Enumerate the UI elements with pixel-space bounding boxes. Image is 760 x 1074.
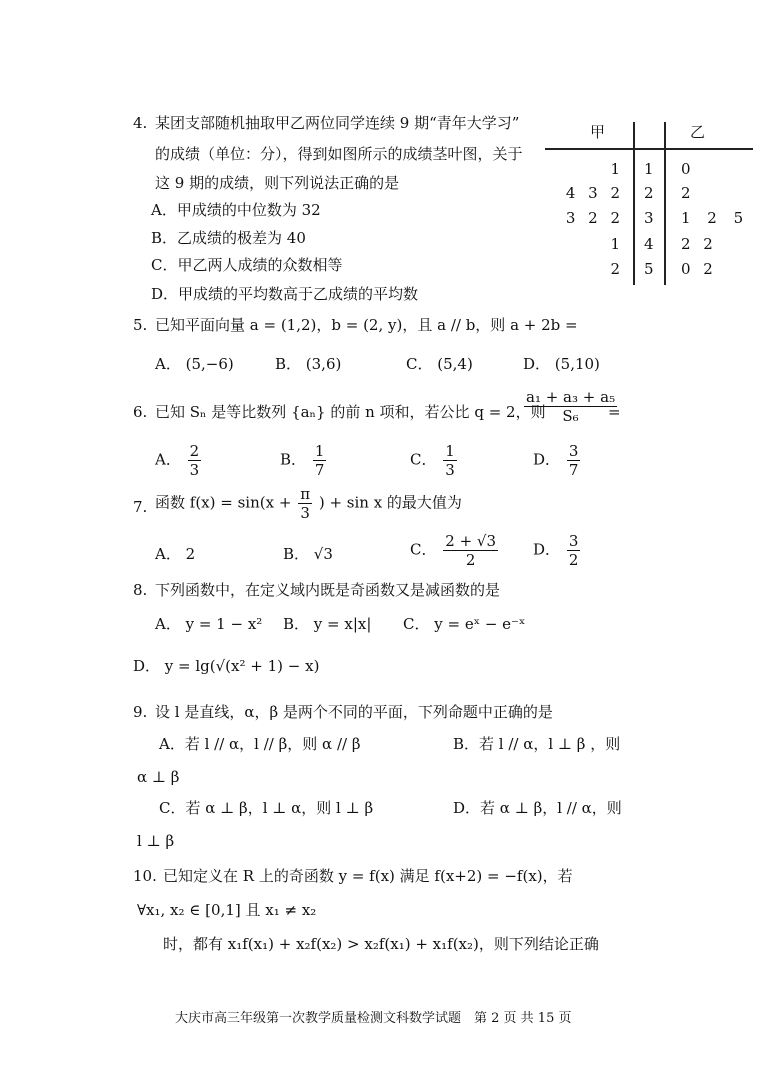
q9-number: 9. <box>133 703 148 721</box>
right-leaves-row1: 0 <box>681 160 691 178</box>
left-leaves-row2: 4 3 2 <box>565 184 620 202</box>
q6-number: 6. <box>133 403 148 421</box>
q7-c-label: C． <box>410 540 437 559</box>
q10-line3: 时，都有 x₁f(x₁) + x₂f(x₂) > x₂f(x₁) + x₁f(x₂)，则下列结论正确 <box>163 935 599 953</box>
left-leaves-row1: 1 <box>610 160 620 178</box>
q9-option-b-line1: B．若 l // α，l ⊥ β ，则 <box>453 735 621 753</box>
q6-fraction <box>522 388 619 425</box>
q7-option-b: B． √3 <box>283 545 333 563</box>
q8-option-a: A． y = 1 − x² <box>155 615 263 633</box>
right-leaves-row4: 2 2 <box>681 235 713 253</box>
q4-option-b: B．乙成绩的极差为 40 <box>151 229 306 247</box>
q4-line3: 这 9 期的成绩，则下列说法正确的是 <box>155 174 400 192</box>
q4-number: 4. <box>133 114 148 132</box>
q8-option-b: B． y = x|x| <box>283 615 372 633</box>
q7-d-den: 2 <box>568 551 579 569</box>
q7-number: 7. <box>133 498 148 516</box>
q4-line1: 某团支部随机抽取甲乙两位同学连续 9 期“青年大学习” <box>155 114 520 132</box>
left-leaves-row5: 2 <box>610 260 620 278</box>
page-footer: 大庆市高三年级第一次教学质量检测文科数学试题 第 2 页 共 15 页 <box>175 1011 572 1026</box>
q9-option-c: C．若 α ⊥ β，l ⊥ α，则 l ⊥ β <box>159 799 374 817</box>
stem-divider-right <box>664 122 666 285</box>
q7-option-d <box>533 532 582 569</box>
header-yi: 乙 <box>690 123 706 141</box>
q10-number: 10. <box>133 867 157 885</box>
right-leaves-row5: 0 2 <box>681 260 713 278</box>
q8-option-d: D． y = lg(√(x² + 1) − x) <box>133 657 320 675</box>
q6-equals: = <box>608 403 621 421</box>
q6-d-num: 3 <box>568 442 579 460</box>
stem-row4: 4 <box>644 235 654 253</box>
q5-number: 5. <box>133 316 148 334</box>
q5-stem: 已知平面向量 a = (1,2)，b = (2, y)，且 a // b，则 a + 2b = <box>155 316 578 334</box>
q9-option-d-line2: l ⊥ β <box>137 832 175 850</box>
q6-b-den: 7 <box>314 461 325 479</box>
stem-row1: 1 <box>644 160 654 178</box>
q9-option-b-line2: α ⊥ β <box>137 768 180 786</box>
q7-post: ) + sin x 的最大值为 <box>318 493 462 512</box>
q6-frac-den: S₆ <box>562 407 579 425</box>
q7-pi: π <box>300 485 311 503</box>
q5-option-c: C． (5,4) <box>406 355 473 373</box>
q8-stem: 下列函数中，在定义域内既是奇函数又是减函数的是 <box>155 581 501 599</box>
q6-option-a <box>155 442 203 479</box>
header-jia: 甲 <box>590 123 606 141</box>
q6-c-den: 3 <box>445 461 455 479</box>
q4-line2: 的成绩（单位：分），得到如图所示的成绩茎叶图，关于 <box>155 145 523 163</box>
q5-option-b: B． (3,6) <box>275 355 342 373</box>
q6-c-num: 1 <box>445 442 455 460</box>
q8-number: 8. <box>133 581 148 599</box>
q4-option-a: A．甲成绩的中位数为 32 <box>151 201 321 219</box>
q6-option-c <box>410 442 459 479</box>
q7-option-a: A． 2 <box>155 545 196 563</box>
q10-line1: 已知定义在 R 上的奇函数 y = f(x) 满足 f(x+2) = −f(x)，若 <box>163 867 573 885</box>
left-leaves-row4: 1 <box>610 235 620 253</box>
q6-d-den: 7 <box>568 461 579 479</box>
q9-option-a: A．若 l // α，l // β，则 α // β <box>159 735 361 753</box>
q6-frac-num: a₁ + a₃ + a₅ <box>526 388 616 406</box>
q4-option-d: D．甲成绩的平均数高于乙成绩的平均数 <box>151 285 419 303</box>
q9-stem: 设 l 是直线，α，β 是两个不同的平面，下列命题中正确的是 <box>155 703 553 721</box>
q5-option-a: A． (5,−6) <box>155 355 234 373</box>
q6-a-label: A． <box>155 450 181 469</box>
q6-stem: 已知 Sₙ 是等比数列 {aₙ} 的前 n 项和，若公比 q = 2，则 <box>155 403 546 421</box>
q6-c-label: C． <box>410 450 437 469</box>
q7-stem <box>155 485 462 522</box>
stem-divider-left <box>633 122 635 285</box>
q6-b-num: 1 <box>314 442 325 460</box>
right-leaves-row2: 2 <box>681 184 691 202</box>
stem-row2: 2 <box>644 184 654 202</box>
left-leaves-row3: 3 2 2 <box>565 209 620 227</box>
header-rule <box>545 148 753 150</box>
q6-d-label: D． <box>533 450 561 469</box>
q10-line2: ∀x₁, x₂ ∈ [0,1] 且 x₁ ≠ x₂ <box>137 901 317 919</box>
stem-row3: 3 <box>644 209 654 227</box>
q5-option-d: D． (5,10) <box>523 355 600 373</box>
q7-option-c <box>410 532 500 569</box>
q4-option-c: C．甲乙两人成绩的众数相等 <box>151 256 343 274</box>
q7-c-den: 2 <box>465 551 476 569</box>
q6-a-num: 2 <box>189 442 200 460</box>
q7-d-label: D． <box>533 540 561 559</box>
q8-option-c: C． y = eˣ − e⁻ˣ <box>403 615 526 633</box>
q7-pre: 函数 f(x) = sin(x + <box>155 493 292 512</box>
q9-option-d-line1: D．若 α ⊥ β，l // α，则 <box>453 799 622 817</box>
right-leaves-row3: 1 2 5 <box>681 209 744 227</box>
q6-a-den: 3 <box>189 461 200 479</box>
q7-three: 3 <box>300 504 310 522</box>
q7-c-num: 2 + √3 <box>445 532 497 550</box>
q6-b-label: B． <box>280 450 307 469</box>
q6-option-d <box>533 442 582 479</box>
stem-row5: 5 <box>644 260 654 278</box>
q7-d-num: 3 <box>568 532 579 550</box>
q6-option-b <box>280 442 328 479</box>
